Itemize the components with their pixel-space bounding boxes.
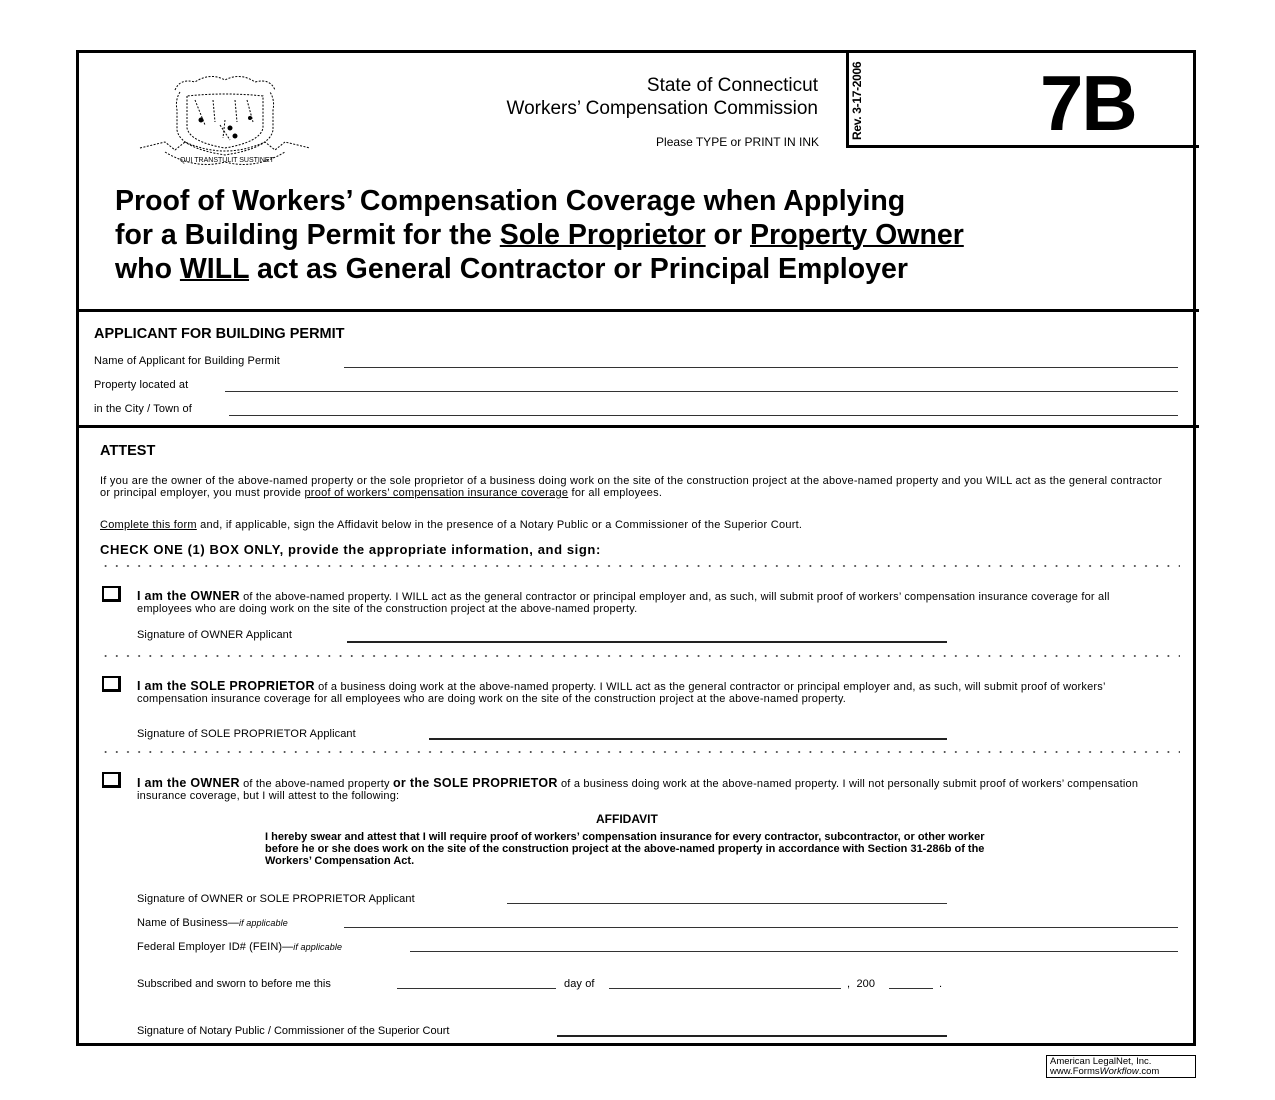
sole-proprietor-option-text: I am the SOLE PROPRIETOR of a business doing work at the above-named property. I WILL act as the general contractor or principal employer and, as such, will submit proof of workers’ compensation insurance coverage for all employees who are doing work on the site of the construction project at the above-named property. xyxy=(137,679,1106,705)
property-location-field[interactable] xyxy=(225,391,1178,392)
agency-commission: Workers’ Compensation Commission xyxy=(506,98,818,119)
sworn-prefix: Subscribed and sworn to before me this xyxy=(137,978,331,990)
state-seal-icon xyxy=(135,70,315,170)
sworn-year-field[interactable] xyxy=(889,988,933,989)
svg-text:QUI TRANSTULIT SUSTINET: QUI TRANSTULIT SUSTINET xyxy=(180,157,274,164)
proof-of-coverage-link: proof of workers’ compensation insurance coverage xyxy=(304,487,569,499)
attest-instructions: If you are the owner of the above-named property or the sole proprietor of a business doing work on the site of the construction project at the above-named property and you WILL act as the general contractor or principal employer, you must provide proof of workers’ compensation insurance coverage for all employees. xyxy=(100,475,1163,499)
notary-signature-field[interactable] xyxy=(557,1035,947,1037)
owner-checkbox[interactable] xyxy=(102,586,121,602)
complete-form-instructions: Complete this form and, if applicable, sign the Affidavit below in the presence of a Notary Public or a Commissioner of the Superior Court. xyxy=(100,519,803,531)
title-line-3: who WILL act as General Contractor or Principal Employer xyxy=(115,253,908,285)
sworn-month-field[interactable] xyxy=(609,988,841,989)
form-number: 7B xyxy=(1040,59,1136,147)
publisher-credit: American LegalNet, Inc. www.FormsWorkflow.com xyxy=(1046,1055,1196,1078)
applicant-name-field[interactable] xyxy=(344,367,1178,368)
form-number-box xyxy=(846,50,1199,148)
title-line-1: Proof of Workers’ Compensation Coverage when Applying xyxy=(115,185,906,217)
agency-state: State of Connecticut xyxy=(646,75,818,96)
sworn-day-field[interactable] xyxy=(397,988,556,989)
sole-proprietor-signature-label: Signature of SOLE PROPRIETOR Applicant xyxy=(137,728,356,740)
fein-label: Federal Employer ID# (FEIN)—if applicable xyxy=(137,941,343,953)
affidavit-heading: AFFIDAVIT xyxy=(596,812,658,826)
dotted-separator xyxy=(100,655,1180,657)
owner-signature-label: Signature of OWNER Applicant xyxy=(137,629,293,641)
revision-date: Rev. 3-17-2006 xyxy=(850,61,864,140)
owner-option-text: I am the OWNER of the above-named property. I WILL act as the general contractor or principal employer and, as such, will submit proof of workers’ compensation insurance coverage for all employees who are doing work on the site of the construction project at the above-named property. xyxy=(137,589,1110,615)
form-title xyxy=(115,184,964,286)
check-one-instruction: CHECK ONE (1) BOX ONLY, provide the appropriate information, and sign: xyxy=(100,542,601,557)
sole-proprietor-checkbox[interactable] xyxy=(102,676,121,692)
year-prefix: , 200 xyxy=(847,978,876,990)
owner-signature-field[interactable] xyxy=(347,641,947,643)
city-town-field[interactable] xyxy=(229,415,1178,416)
business-name-field[interactable] xyxy=(344,927,1178,928)
notary-signature-label: Signature of Notary Public / Commissioner of the Superior Court xyxy=(137,1025,450,1037)
sole-proprietor-signature-field[interactable] xyxy=(429,738,947,740)
affidavit-text: I hereby swear and attest that I will require proof of workers’ compensation insurance for every contractor, subcontractor, or other worker before he or she does work on the site of the construction project at the above-named property in accordance with Section 31-286b of the Workers’ Compensation Act. xyxy=(265,831,985,867)
applicant-name-label: Name of Applicant for Building Permit xyxy=(94,355,280,367)
title-line-2: for a Building Permit for the Sole Proprietor or Property Owner xyxy=(115,219,964,251)
applicant-heading: APPLICANT FOR BUILDING PERMIT xyxy=(94,326,345,342)
fein-field[interactable] xyxy=(410,951,1178,952)
day-of-label: day of xyxy=(564,978,595,990)
section-divider xyxy=(76,309,1199,312)
section-divider xyxy=(76,425,1199,428)
sworn-period: . xyxy=(939,978,943,990)
print-instruction: Please TYPE or PRINT IN INK xyxy=(656,135,819,149)
owner-or-sole-proprietor-checkbox[interactable] xyxy=(102,772,121,788)
attest-option-text: I am the OWNER of the above-named property or the SOLE PROPRIETOR of a business doing work at the above-named property. I will not personally submit proof of workers’ compensation insurance coverage, but I will attest to the following: xyxy=(137,776,1139,802)
affidavit-signature-label: Signature of OWNER or SOLE PROPRIETOR Applicant xyxy=(137,893,415,905)
affidavit-signature-field[interactable] xyxy=(507,903,947,904)
city-town-label: in the City / Town of xyxy=(94,403,192,415)
dotted-separator xyxy=(100,751,1180,753)
business-name-label: Name of Business—if applicable xyxy=(137,917,288,929)
property-location-label: Property located at xyxy=(94,379,189,391)
dotted-separator xyxy=(100,565,1180,567)
attest-heading: ATTEST xyxy=(100,443,156,459)
